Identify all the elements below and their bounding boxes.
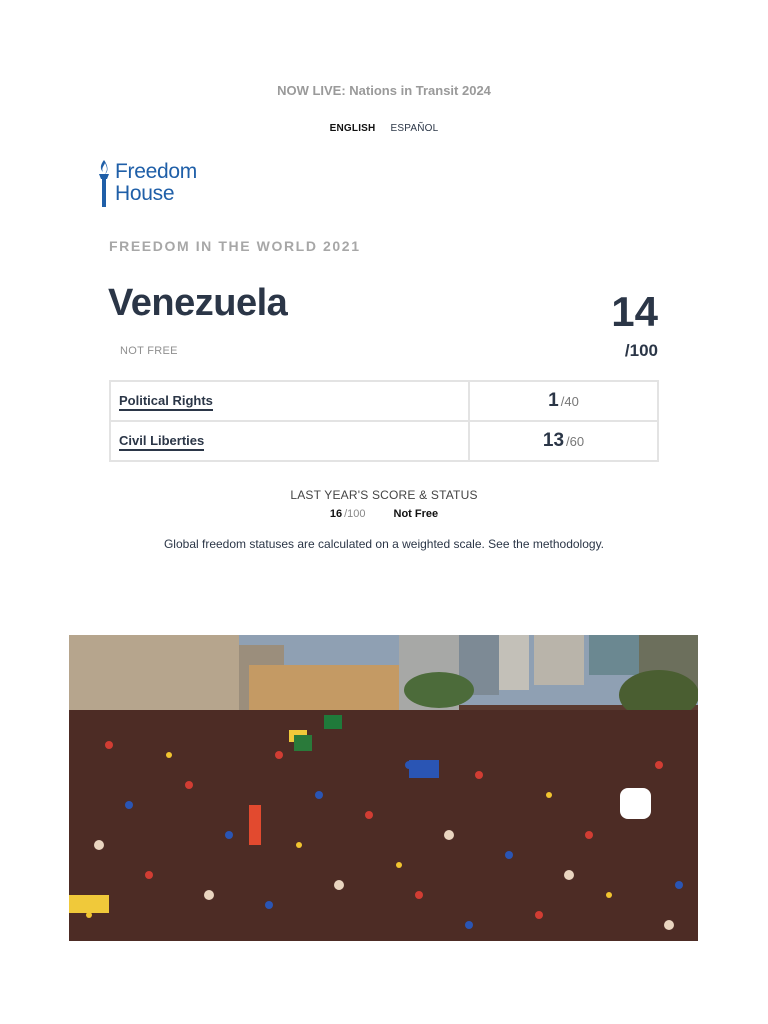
last-year-max: /100 — [344, 508, 366, 520]
logo-line-1: Freedom — [115, 160, 197, 183]
political-rights-score: 1 — [548, 390, 559, 411]
table-row — [110, 421, 658, 461]
category-label-cell — [110, 421, 469, 461]
lang-espanol-link[interactable]: ESPAÑOL — [390, 123, 439, 134]
methodology-note: Global freedom statuses are calculated on a weighted scale. See the methodology. — [163, 537, 605, 551]
floating-action-button[interactable] — [620, 788, 651, 819]
crowd-photo-illustration — [69, 635, 698, 941]
civil-liberties-max: /60 — [566, 434, 585, 449]
crowd-photo — [69, 635, 698, 941]
last-year-values — [0, 508, 768, 520]
language-switcher — [0, 123, 768, 134]
last-year-status: Not Free — [393, 508, 439, 520]
civil-liberties-score: 13 — [542, 430, 565, 451]
freedom-house-logo[interactable] — [97, 157, 197, 209]
torch-icon — [97, 158, 111, 208]
total-score-max: /100 — [624, 341, 658, 360]
country-name: Venezuela — [108, 282, 288, 324]
lang-english-link[interactable]: ENGLISH — [329, 123, 376, 134]
category-scores-table — [109, 380, 659, 462]
logo-wordmark — [115, 161, 197, 205]
civil-liberties-link[interactable]: Civil Liberties — [119, 433, 204, 451]
last-year-title: LAST YEAR'S SCORE & STATUS — [290, 488, 478, 502]
report-eyebrow: FREEDOM IN THE WORLD 2021 — [109, 238, 361, 254]
total-score: 14 — [611, 288, 658, 335]
country-status: NOT FREE — [120, 345, 178, 357]
category-value-cell — [469, 421, 658, 461]
political-rights-link[interactable]: Political Rights — [119, 393, 213, 411]
last-year-score: 16 — [329, 508, 343, 520]
category-label-cell — [110, 381, 469, 421]
nations-in-transit-banner-link[interactable]: NOW LIVE: Nations in Transit 2024 — [277, 83, 491, 98]
table-row — [110, 381, 658, 421]
logo-line-2: House — [115, 182, 175, 205]
political-rights-max: /40 — [560, 394, 579, 409]
category-value-cell — [469, 381, 658, 421]
